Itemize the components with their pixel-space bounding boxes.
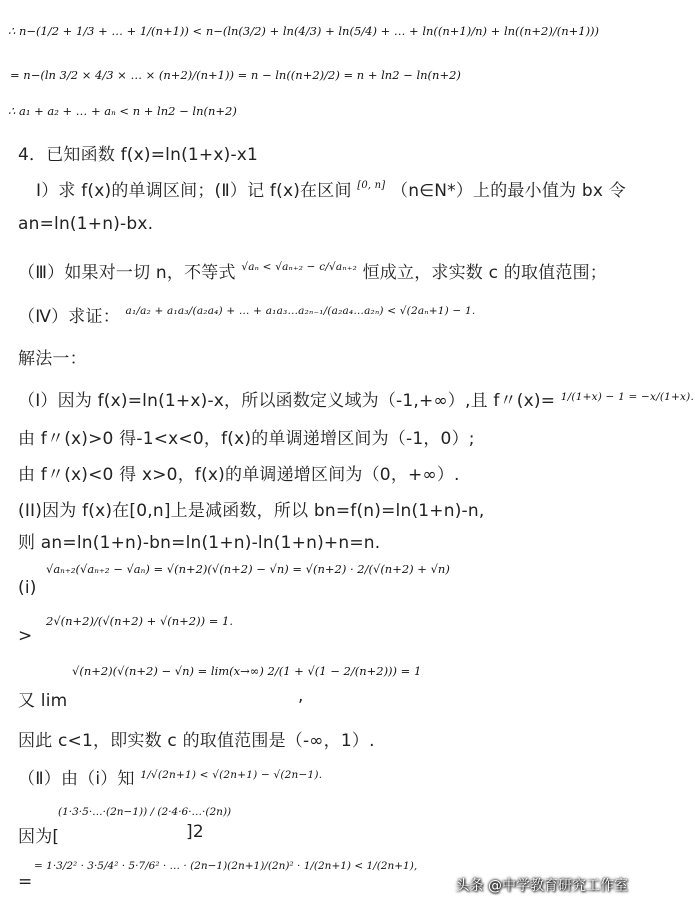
sol-lim-label: 又 lim <box>18 691 68 711</box>
solution-decreasing: 由 f〃(x)<0 得 x>0，f(x)的单调递增区间为（0，+∞）. <box>18 465 460 485</box>
eq-line-1: ∴ n−(1/2 + 1/3 + … + 1/(n+1)) < n−(ln(3/2) + ln(4/3) + ln(5/4) + … + ln((n+1)/n) + ln((n+2)/(n+1))) <box>8 24 600 38</box>
sol-gt-expression: 2√(n+2)/(√(n+2) + √(n+2)) = 1. <box>46 614 234 628</box>
sol-final-expression: = 1·3/2² · 3·5/4² · 5·7/6² · … · (2n−1)(2n+1)/(2n)² · 1/(2n+1) < 1/(2n+1), <box>34 860 418 872</box>
solution-title: 解法一： <box>18 349 87 369</box>
part-3-text-a: （Ⅲ）如果对一切 n，不等式 <box>18 263 236 283</box>
part-3-text-b: 恒成立，求实数 c 的取值范围； <box>362 263 607 283</box>
part-3-inequality: √aₙ < √aₙ₊₂ − c/√aₙ₊₂ <box>241 261 357 273</box>
sol-final-label: = <box>18 872 33 892</box>
part-1-2-text-a: Ⅰ）求 f(x)的单调区间；(Ⅱ）记 f(x)在区间 <box>36 181 352 201</box>
eq-line-3: ∴ a₁ + a₂ + … + aₙ < n + ln2 − ln(n+2) <box>8 104 237 118</box>
problem-title: 4．已知函数 f(x)=ln(1+x)-x1 <box>18 145 259 165</box>
watermark-text: 头条 @中学教育研究工作室 <box>455 878 628 894</box>
solution-part-1 <box>18 386 694 411</box>
part-4-text: （Ⅳ）求证： <box>18 307 120 327</box>
sol-because-fraction: (1·3·5·…·(2n−1)) / (2·4·6·…·(2n)) <box>58 806 232 818</box>
part-4-inequality: a₁/a₂ + a₁a₃/(a₂a₄) + … + a₁a₃…a₂ₙ₋₁/(a₂a₄…a₂ₙ) < √(2aₙ+1) − 1. <box>125 305 476 317</box>
part-1-2-text-b: （n∈N*）上的最小值为 bx 令 <box>391 181 626 201</box>
sol-lim-comma: , <box>298 686 304 706</box>
solution-part-2: (II)因为 f(x)在[0,n]上是减函数，所以 bn=f(n)=ln(1+n)-n, <box>18 501 485 521</box>
problem-part-4 <box>18 302 475 327</box>
sol-lim-expression: √(n+2)(√(n+2) − √n) = lim(x→∞) 2/(1 + √(1 − 2/(n+2))) = 1 <box>72 664 422 678</box>
interval-expr: [0, n] <box>357 180 386 191</box>
problem-part-1-2 <box>36 176 626 201</box>
sol-ii-text: （Ⅱ）由（i）知 <box>18 769 135 789</box>
sol-1-text: （I）因为 f(x)=ln(1+x)-x，所以函数定义域为（-1,+∞）,且 f〃(x)= <box>18 391 556 411</box>
sol-i-label: (i) <box>18 578 37 598</box>
solution-an: 则 an=ln(1+n)-bn=ln(1+n)-ln(1+n)+n=n. <box>18 533 381 553</box>
sol-because-text-b: ]2 <box>186 822 204 842</box>
sol-because-text-a: 因为[ <box>18 827 60 847</box>
eq-line-2: = n−(ln 3/2 × 4/3 × … × (n+2)/(n+1)) = n − ln((n+2)/2) = n + ln2 − ln(n+2) <box>10 68 461 82</box>
sol-ii-inequality: 1/√(2n+1) < √(2n+1) − √(2n−1). <box>140 769 323 781</box>
solution-increasing: 由 f〃(x)>0 得-1<x<0，f(x)的单调递增区间为（-1，0）; <box>18 429 475 449</box>
sol-gt-label: > <box>18 626 33 646</box>
sol-c-range: 因此 c<1，即实数 c 的取值范围是（-∞，1）. <box>18 731 375 751</box>
sol-1-derivative: 1/(1+x) − 1 = −x/(1+x). <box>560 391 694 403</box>
problem-part-3 <box>18 258 607 283</box>
problem-part-2-cont: an=ln(1+n)-bx. <box>18 214 154 234</box>
sol-ii <box>18 764 322 789</box>
sol-i-expression: √aₙ₊₂(√aₙ₊₂ − √aₙ) = √(n+2)(√(n+2) − √n) = √(n+2) · 2/(√(n+2) + √n) <box>46 562 450 576</box>
